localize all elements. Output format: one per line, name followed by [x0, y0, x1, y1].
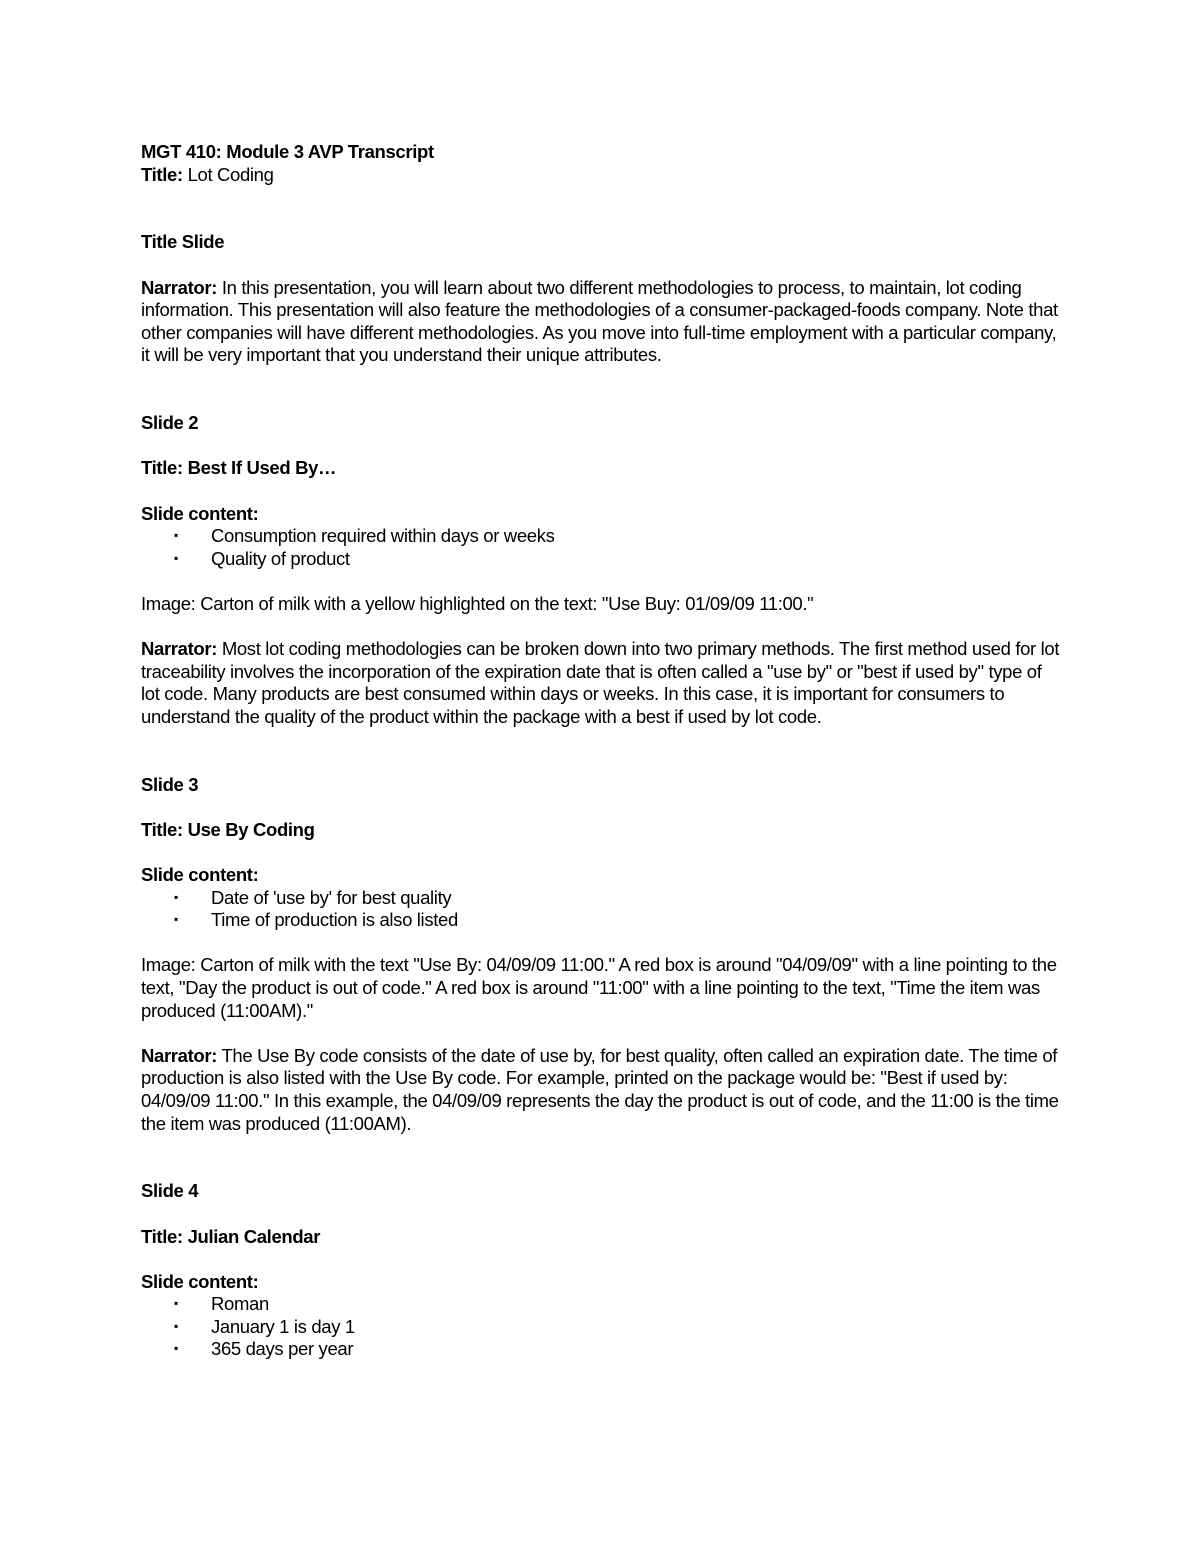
transcript-page	[141, 141, 1061, 1361]
document-title-line	[141, 164, 1061, 187]
slide2-image-description: Image: Carton of milk with a yellow highlighted on the text: "Use Buy: 01/09/09 11:00."	[141, 592, 814, 614]
list-item: ▪ Roman	[141, 1293, 1061, 1316]
slide4-heading: Slide 4	[141, 1180, 199, 1202]
image-label: Image	[141, 954, 191, 976]
slide4-content-label: Slide content:	[141, 1270, 259, 1292]
title-slide-narrator	[141, 277, 1061, 367]
slide3-image-description	[141, 954, 1061, 1022]
narrator-label: Narrator:	[141, 276, 218, 298]
narrator-label: Narrator:	[141, 638, 218, 660]
slide3-title	[141, 819, 1061, 842]
slide4-title	[141, 1226, 1061, 1249]
narrator-text: The Use By code consists of the date of use by, for best quality, often called an expiration date. The time of production is also listed with the Use By code. For example, printed on the package would be: "Best if used by: 04/09/09 11:00." In this example, the 04/09/09 represents the day the product is out of code, and the 11:00 is the time the item was produced (11:00AM).	[141, 1044, 1059, 1134]
list-item: ▪ Date of 'use by' for best quality	[141, 887, 1061, 910]
narrator-text: In this presentation, you will learn about two different methodologies to process, to maintain, lot coding information. This presentation will also feature the methodologies of a consumer-packaged-foods company. Note that other companies will have different methodologies. As you move into full-time employment with a particular company, it will be very important that you understand their unique attributes.	[141, 276, 1058, 366]
title-value: Julian Calendar	[187, 1225, 321, 1247]
title-label: Title:	[141, 1225, 183, 1247]
slide3-content-label: Slide content:	[141, 864, 259, 885]
title-value: Lot Coding	[187, 163, 274, 185]
title-label: Title:	[141, 457, 183, 479]
narrator-label: Narrator:	[141, 1044, 218, 1066]
title-value: Use By Coding	[187, 818, 315, 840]
title-slide-heading: Title Slide	[141, 231, 225, 253]
slide3-bullet-list	[141, 887, 1061, 932]
list-item: ▪ Time of production is also listed	[141, 909, 1061, 932]
slide2-bullet-list	[141, 525, 1061, 570]
course-title: MGT 410: Module 3 AVP Transcript	[141, 141, 434, 162]
title-value: Best If Used By…	[187, 457, 337, 479]
slide2-content-label: Slide content:	[141, 502, 259, 524]
slide3-narrator	[141, 1045, 1061, 1135]
slide3-heading: Slide 3	[141, 773, 199, 795]
title-label: Title:	[141, 163, 183, 185]
narrator-text: Most lot coding methodologies can be broken down into two primary methods. The first method used for lot traceability involves the incorporation of the expiration date that is often called a "use by" or "best if used by" type of lot code. Many products are best consumed within days or weeks. In this case, it is important for consumers to understand the quality of the product within the package with a best if used by lot code.	[141, 638, 1060, 727]
slide2-title	[141, 457, 1061, 480]
image-text: : Carton of milk with the text "Use By: 04/09/09 11:00." A red box is around "04/09/09" with a line pointing to the text, "Day the product is out of code." A red box is around "11:00" with a line pointing to the text, "Time the item was produced (11:00AM)."	[141, 954, 1057, 1021]
list-item: ▪ 365 days per year	[141, 1338, 1061, 1361]
list-item: ▪ January 1 is day 1	[141, 1316, 1061, 1339]
slide2-heading: Slide 2	[141, 412, 199, 434]
title-label: Title:	[141, 818, 183, 840]
slide4-bullet-list	[141, 1293, 1061, 1361]
list-item: ▪ Consumption required within days or weeks	[141, 525, 1061, 548]
slide2-narrator	[141, 638, 1061, 728]
list-item: ▪ Quality of product	[141, 548, 1061, 571]
